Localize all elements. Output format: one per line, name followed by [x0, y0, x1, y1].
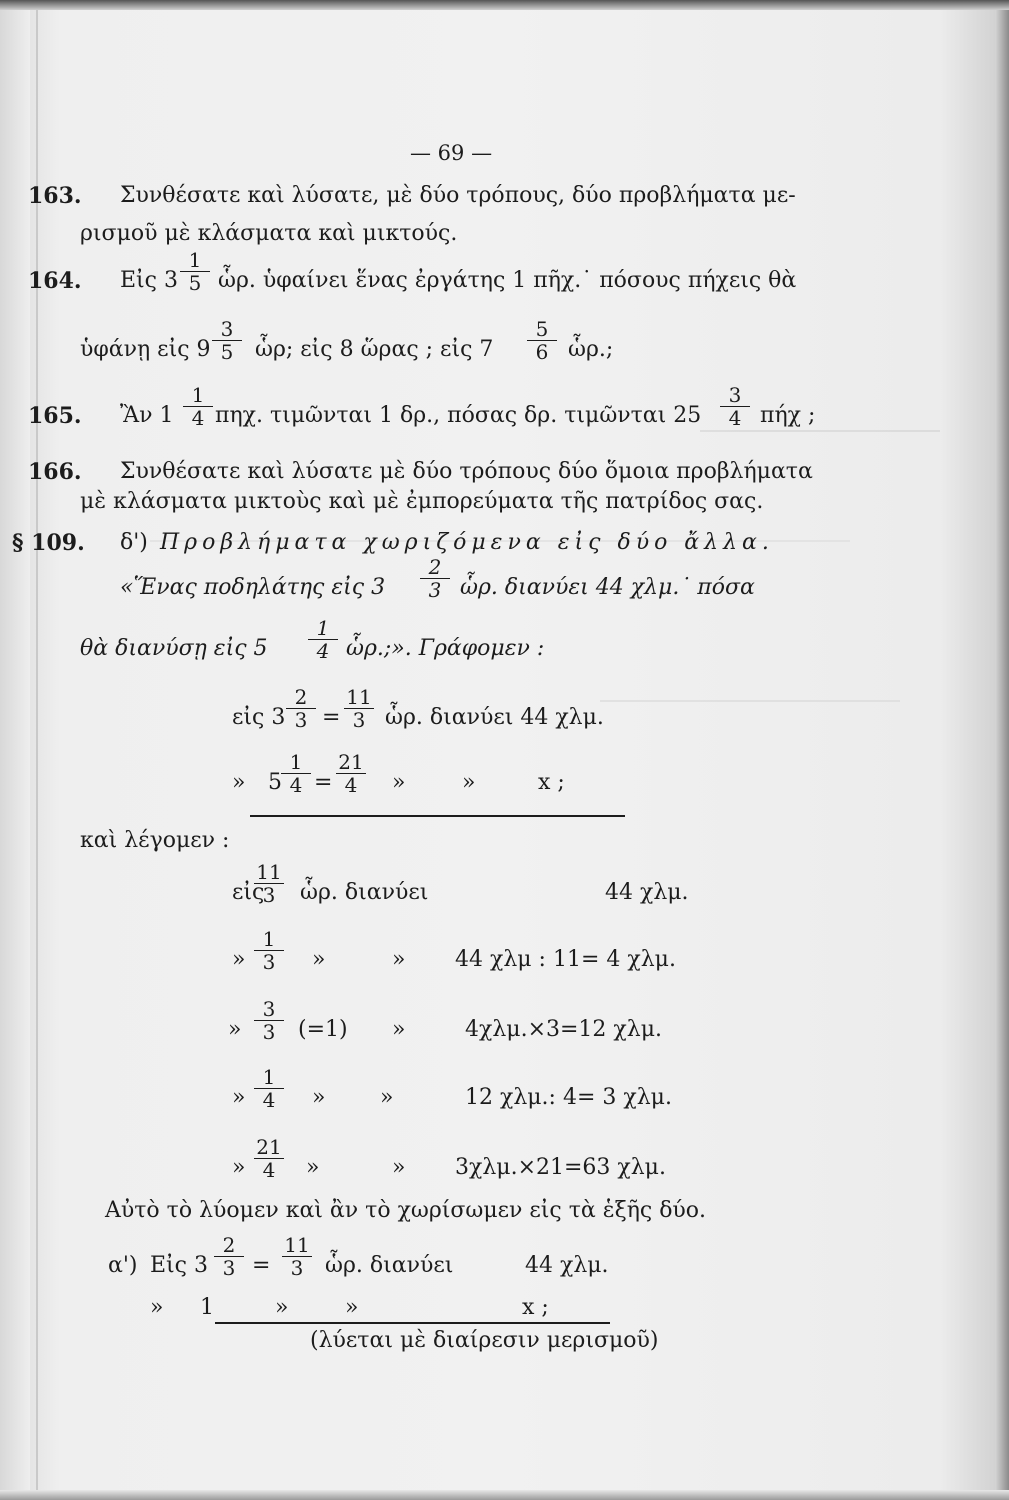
bleed-through-mark [600, 700, 900, 712]
ditto-mark: » [312, 947, 326, 972]
fraction [183, 384, 213, 429]
fraction [212, 318, 242, 363]
fraction [336, 751, 366, 796]
work-text: 1 [200, 1295, 214, 1320]
numerator: 11 [284, 1233, 310, 1257]
fraction [720, 384, 750, 429]
work-text: καὶ λέγομεν : [80, 828, 230, 853]
divider-line [215, 1322, 610, 1324]
equals-sign: = [314, 770, 333, 795]
problem-text: ὧρ; εἰς 8 ὥρας ; εἰς 7 [255, 337, 494, 362]
denominator: 4 [308, 639, 338, 662]
ditto-mark: » [150, 1295, 164, 1320]
denominator: 4 [183, 406, 213, 429]
page-bottom-edge [0, 1490, 1009, 1500]
ditto-mark: » [306, 1155, 320, 1180]
denominator: 4 [720, 406, 750, 429]
work-text: ὧρ. διανύει [325, 1253, 454, 1278]
problem-text: ὑφάνῃ εἰς 9 [80, 337, 211, 362]
bleed-through-mark [700, 430, 940, 442]
unknown-x: x ; [522, 1295, 549, 1320]
work-text: 5 [268, 770, 282, 795]
ditto-mark: » [345, 1295, 359, 1320]
ditto-mark: » [392, 1155, 406, 1180]
example-text: ὧρ.;». Γράφομεν : [346, 636, 545, 661]
fraction [282, 1234, 312, 1279]
fraction [308, 617, 338, 662]
fraction [254, 861, 284, 906]
denominator: 5 [212, 340, 242, 363]
problem-text: μὲ κλάσματα μικτοὺς καὶ μὲ ἐμπορεύματα τῆς πατρίδος σας. [80, 489, 764, 514]
page-top-edge [0, 0, 1009, 10]
ditto-mark: » [380, 1085, 394, 1110]
problem-text: πηχ. τιμῶνται 1 δρ., πόσας δρ. τιμῶνται 25 [215, 403, 702, 428]
numerator: 2 [294, 685, 308, 709]
page-right-edge [995, 0, 1009, 1500]
fraction [281, 751, 311, 796]
numerator: 3 [262, 997, 276, 1021]
work-text: 44 χλμ : 11= 4 χλμ. [455, 947, 676, 972]
denominator: 3 [254, 1020, 284, 1043]
work-text: 3χλμ.×21=63 χλμ. [455, 1155, 666, 1180]
fraction [254, 998, 284, 1043]
denominator: 3 [344, 708, 374, 731]
numerator: 11 [346, 685, 372, 709]
numerator: 1 [289, 750, 303, 774]
numerator: 5 [535, 317, 549, 341]
ditto-mark: » [312, 1085, 326, 1110]
numerator: 11 [256, 860, 282, 884]
fraction [214, 1234, 244, 1279]
fraction [254, 928, 284, 973]
denominator: 4 [254, 1158, 284, 1181]
numerator: 3 [728, 383, 742, 407]
fraction [254, 1136, 284, 1181]
denominator: 3 [282, 1256, 312, 1279]
numerator: 1 [262, 1065, 276, 1089]
page-number: — 69 — [410, 141, 493, 165]
work-text: Αὐτὸ τὸ λύομεν καὶ ἂν τὸ χωρίσωμεν εἰς τὰ ἑξῆς δύο. [105, 1198, 707, 1223]
ditto-mark: » [232, 1085, 246, 1110]
spine-crease [36, 0, 38, 1500]
work-text: εἰς [232, 880, 265, 905]
denominator: 4 [281, 773, 311, 796]
problem-text: ὧρ.; [568, 337, 614, 362]
problem-text: Εἰς 3 [120, 268, 178, 293]
numerator: 3 [220, 317, 234, 341]
example-text: «Ἕνας ποδηλάτης εἰς 3 [120, 575, 386, 600]
ditto-mark: » [392, 770, 406, 795]
problem-number: 163. [28, 183, 82, 209]
problem-text: πήχ ; [760, 403, 816, 428]
problem-text: ρισμοῦ μὲ κλάσματα καὶ μικτούς. [80, 221, 458, 246]
denominator: 6 [527, 340, 557, 363]
work-text: 44 χλμ. [605, 880, 689, 905]
numerator: 1 [316, 616, 330, 640]
numerator: 2 [222, 1233, 236, 1257]
numerator: 21 [256, 1135, 282, 1159]
work-text: 12 χλμ.: 4= 3 χλμ. [465, 1085, 672, 1110]
denominator: 3 [254, 950, 284, 973]
book-spine [0, 0, 30, 1500]
example-text: θὰ διανύσῃ εἰς 5 [80, 636, 268, 661]
numerator: 21 [338, 750, 364, 774]
work-text: 4χλμ.×3=12 χλμ. [465, 1017, 662, 1042]
numerator: 1 [188, 248, 202, 272]
denominator: 3 [420, 578, 450, 601]
fraction [527, 318, 557, 363]
denominator: 4 [336, 773, 366, 796]
numerator: 2 [428, 555, 442, 579]
work-text: Εἰς 3 [150, 1253, 208, 1278]
section-title: Προβλήματα χωριζόμενα εἰς δύο ἄλλα. [160, 530, 774, 555]
ditto-mark: » [228, 1017, 242, 1042]
problem-text: Συνθέσατε καὶ λύσατε μὲ δύο τρόπους δύο ὅμοια προβλήματα [120, 459, 813, 484]
section-number: § 109. [12, 530, 85, 556]
equals-sign: = [322, 705, 341, 730]
fraction [180, 249, 210, 294]
ditto-mark: » [232, 770, 246, 795]
ditto-mark: » [392, 1017, 406, 1042]
problem-number: 164. [28, 268, 82, 294]
fraction [344, 686, 374, 731]
denominator: 3 [214, 1256, 244, 1279]
work-text: ὧρ. διανύει 44 χλμ. [385, 705, 604, 730]
numerator: 1 [262, 927, 276, 951]
fraction [254, 1066, 284, 1111]
work-text: (=1) [298, 1017, 348, 1042]
divider-line [250, 815, 625, 817]
denominator: 3 [286, 708, 316, 731]
problem-text: ὧρ. ὑφαίνει ἕνας ἐργάτης 1 πῆχ.˙ πόσους πήχεις θὰ [218, 268, 797, 293]
ditto-mark: » [392, 947, 406, 972]
work-text: 44 χλμ. [525, 1253, 609, 1278]
part-label: α') [108, 1253, 138, 1278]
denominator: 4 [254, 1088, 284, 1111]
work-text: ὧρ. διανύει [300, 880, 429, 905]
problem-text: Συνθέσατε καὶ λύσατε, μὲ δύο τρόπους, δύο προβλήματα με- [120, 183, 796, 208]
problem-number: 166. [28, 459, 82, 485]
fraction [286, 686, 316, 731]
note-text: (λύεται μὲ διαίρεσιν μερισμοῦ) [310, 1328, 659, 1353]
ditto-mark: » [275, 1295, 289, 1320]
problem-text: Ἂν 1 [120, 403, 174, 428]
ditto-mark: » [232, 947, 246, 972]
ditto-mark: » [462, 770, 476, 795]
denominator: 5 [180, 271, 210, 294]
fraction [420, 556, 450, 601]
work-text: εἰς 3 [232, 705, 286, 730]
problem-number: 165. [28, 403, 82, 429]
equals-sign: = [252, 1253, 271, 1278]
numerator: 1 [191, 383, 205, 407]
ditto-mark: » [232, 1155, 246, 1180]
denominator: 3 [254, 883, 284, 906]
section-label: δ') [120, 530, 148, 555]
example-text: ὧρ. διανύει 44 χλμ.˙ πόσα [460, 575, 755, 600]
unknown-x: x ; [538, 770, 565, 795]
